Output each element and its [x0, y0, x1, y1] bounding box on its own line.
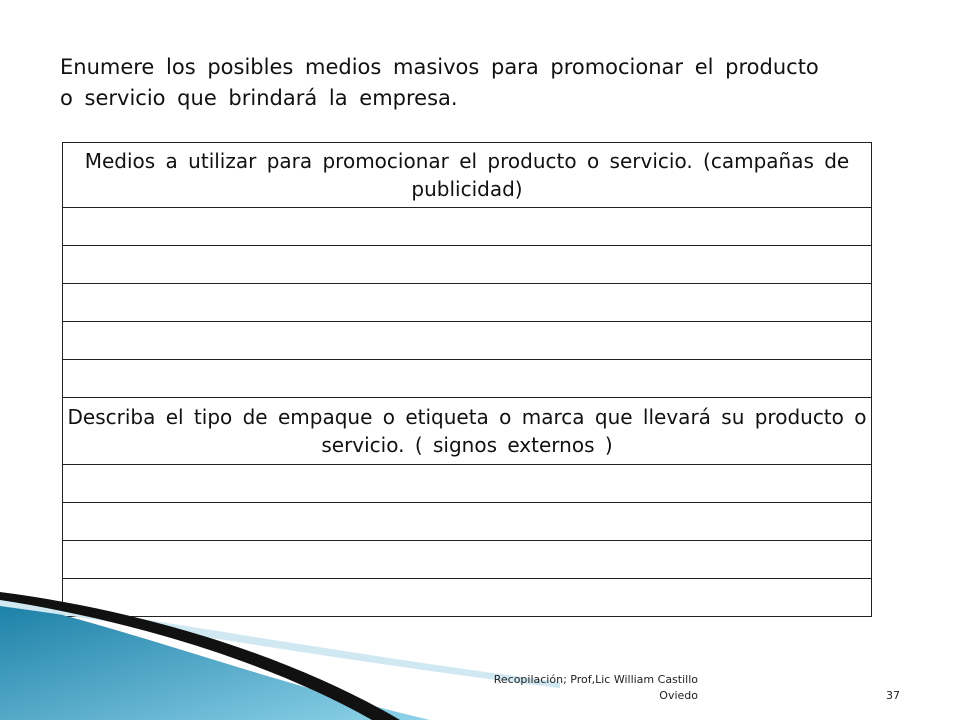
blank-cell[interactable] [63, 246, 872, 284]
blank-cell[interactable] [63, 208, 872, 246]
media-header-cell: Medios a utilizar para promocionar el producto o servicio. (campañas de publicidad) [63, 143, 872, 208]
blank-cell[interactable] [63, 503, 872, 541]
table-header-row [63, 143, 872, 208]
blank-cell[interactable] [63, 322, 872, 360]
table-row [63, 322, 872, 360]
footer-credit: Recopilación; Prof,Lic William Castillo Oviedo [493, 673, 698, 702]
table-row [63, 246, 872, 284]
blank-cell[interactable] [63, 284, 872, 322]
table-row [63, 465, 872, 503]
table-row [63, 360, 872, 398]
blank-cell[interactable] [63, 465, 872, 503]
table-row [63, 503, 872, 541]
table-row [63, 208, 872, 246]
prompt-text: Enumere los posibles medios masivos para promocionar el producto o servicio que brindará la empresa. [60, 55, 819, 110]
table-header-row [63, 398, 872, 465]
table-row [63, 284, 872, 322]
promotion-form-table [62, 142, 872, 617]
page-number: 37 [886, 689, 900, 702]
packaging-header-cell: Describa el tipo de empaque o etiqueta o marca que llevará su producto o servicio. ( signos externos ) [63, 398, 872, 465]
blank-cell[interactable] [63, 360, 872, 398]
